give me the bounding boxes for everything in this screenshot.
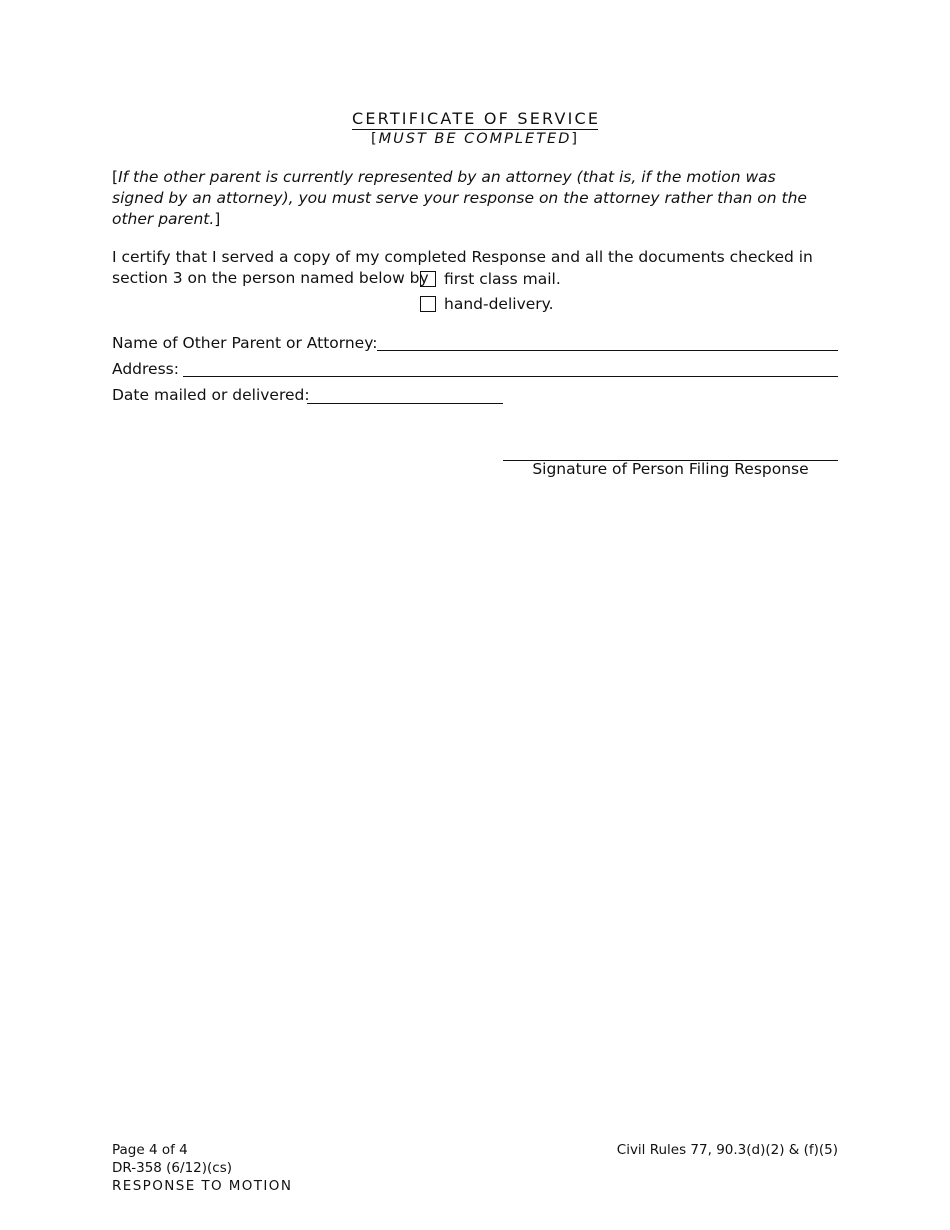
instruction-text: If the other parent is currently represented by an attorney (that is, if the motion was signed by an attorney), you must serve your response on the attorney rather than on the other parent. bbox=[112, 168, 807, 228]
certificate-subtitle bbox=[352, 129, 598, 149]
name-field-label: Name of Other Parent or Attorney: bbox=[112, 334, 378, 352]
signature-label: Signature of Person Filing Response bbox=[532, 460, 809, 478]
certify-line-2: section 3 on the person named below by bbox=[112, 269, 429, 287]
subtitle-close-bracket: ] bbox=[571, 131, 580, 147]
instruction-close-bracket: ] bbox=[214, 210, 221, 228]
subtitle-open-bracket: [ bbox=[370, 131, 379, 147]
footer-civil-rules: Civil Rules 77, 90.3(d)(2) & (f)(5) bbox=[616, 1142, 838, 1158]
address-field-label: Address: bbox=[112, 360, 179, 378]
footer-form-title: RESPONSE TO MOTION bbox=[112, 1178, 293, 1194]
date-field-label: Date mailed or delivered: bbox=[112, 386, 310, 404]
first-class-mail-checkbox[interactable] bbox=[420, 271, 436, 287]
hand-delivery-checkbox[interactable] bbox=[420, 296, 436, 312]
hand-delivery-label: hand-delivery. bbox=[444, 295, 554, 313]
subtitle-text: MUST BE COMPLETED bbox=[378, 131, 572, 147]
certify-line-1: I certify that I served a copy of my completed Response and all the documents checked in bbox=[112, 248, 813, 266]
name-field-line[interactable] bbox=[377, 350, 838, 351]
attorney-instruction bbox=[112, 167, 832, 230]
date-field-line[interactable] bbox=[307, 403, 503, 404]
certificate-title: CERTIFICATE OF SERVICE bbox=[352, 109, 601, 128]
footer-page-number: Page 4 of 4 bbox=[112, 1142, 188, 1158]
option-hand-delivery[interactable] bbox=[420, 294, 554, 314]
option-first-class-mail[interactable] bbox=[420, 269, 561, 289]
footer-form-number: DR-358 (6/12)(cs) bbox=[112, 1160, 232, 1176]
address-field-line[interactable] bbox=[183, 376, 838, 377]
first-class-mail-label: first class mail. bbox=[444, 270, 561, 288]
instruction-open-bracket: [ bbox=[112, 168, 119, 186]
